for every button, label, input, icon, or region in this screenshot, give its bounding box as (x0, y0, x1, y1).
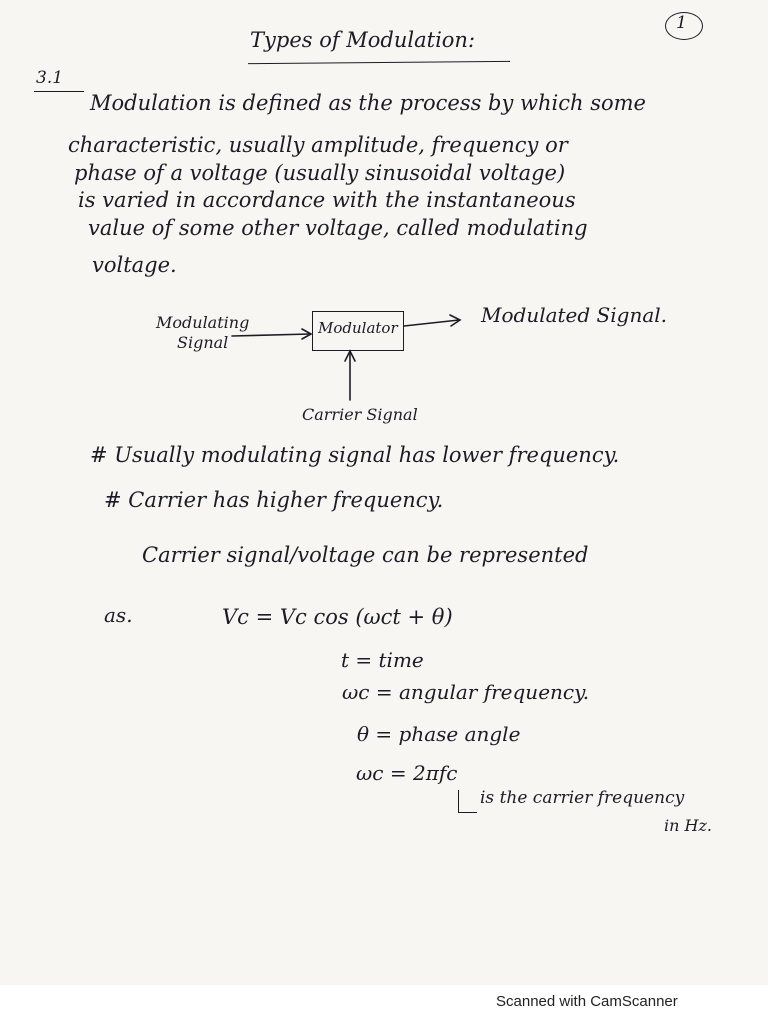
scanner-watermark: Scanned with CamScanner (496, 993, 678, 1010)
carrier-representation-as: as. (104, 603, 133, 627)
page-number: 1 (676, 13, 687, 33)
paragraph-line: voltage. (92, 253, 177, 277)
paragraph-line: characteristic, usually amplitude, frequency or (68, 133, 568, 157)
annotation-hook (458, 790, 477, 813)
output-arrow (404, 320, 459, 326)
paragraph-line: is varied in accordance with the instantaneous (78, 188, 576, 212)
modulating-label-line1: Modulating (156, 313, 250, 332)
definition-time: t = time (341, 648, 424, 672)
bullet-note: # Carrier has higher frequency. (104, 488, 444, 512)
bullet-note: # Usually modulating signal has lower frequency. (90, 443, 620, 467)
definition-omega-formula: ωc = 2πfc (356, 761, 458, 785)
definition-angular-frequency: ωc = angular frequency. (342, 680, 590, 704)
carrier-signal-label: Carrier Signal (302, 405, 418, 424)
page-title: Types of Modulation: (250, 28, 476, 52)
paragraph-line: value of some other voltage, called modulating (88, 216, 588, 240)
paragraph-line: Modulation is defined as the process by which some (90, 91, 646, 115)
modulator-label: Modulator (318, 319, 398, 337)
modulating-label-line2: Signal (177, 333, 229, 352)
definition-unit: in Hz. (664, 816, 712, 835)
section-number: 3.1 (36, 68, 64, 88)
modulated-signal-label: Modulated Signal. (481, 303, 668, 327)
input-arrow (232, 334, 310, 336)
carrier-representation-text: Carrier signal/voltage can be represented (142, 543, 589, 567)
paragraph-line: phase of a voltage (usually sinusoidal voltage) (74, 161, 566, 185)
definition-phase-angle: θ = phase angle (357, 722, 521, 746)
carrier-equation: Vc = Vc cos (ωct + θ) (222, 605, 453, 629)
definition-carrier-frequency: is the carrier frequency (480, 788, 685, 808)
